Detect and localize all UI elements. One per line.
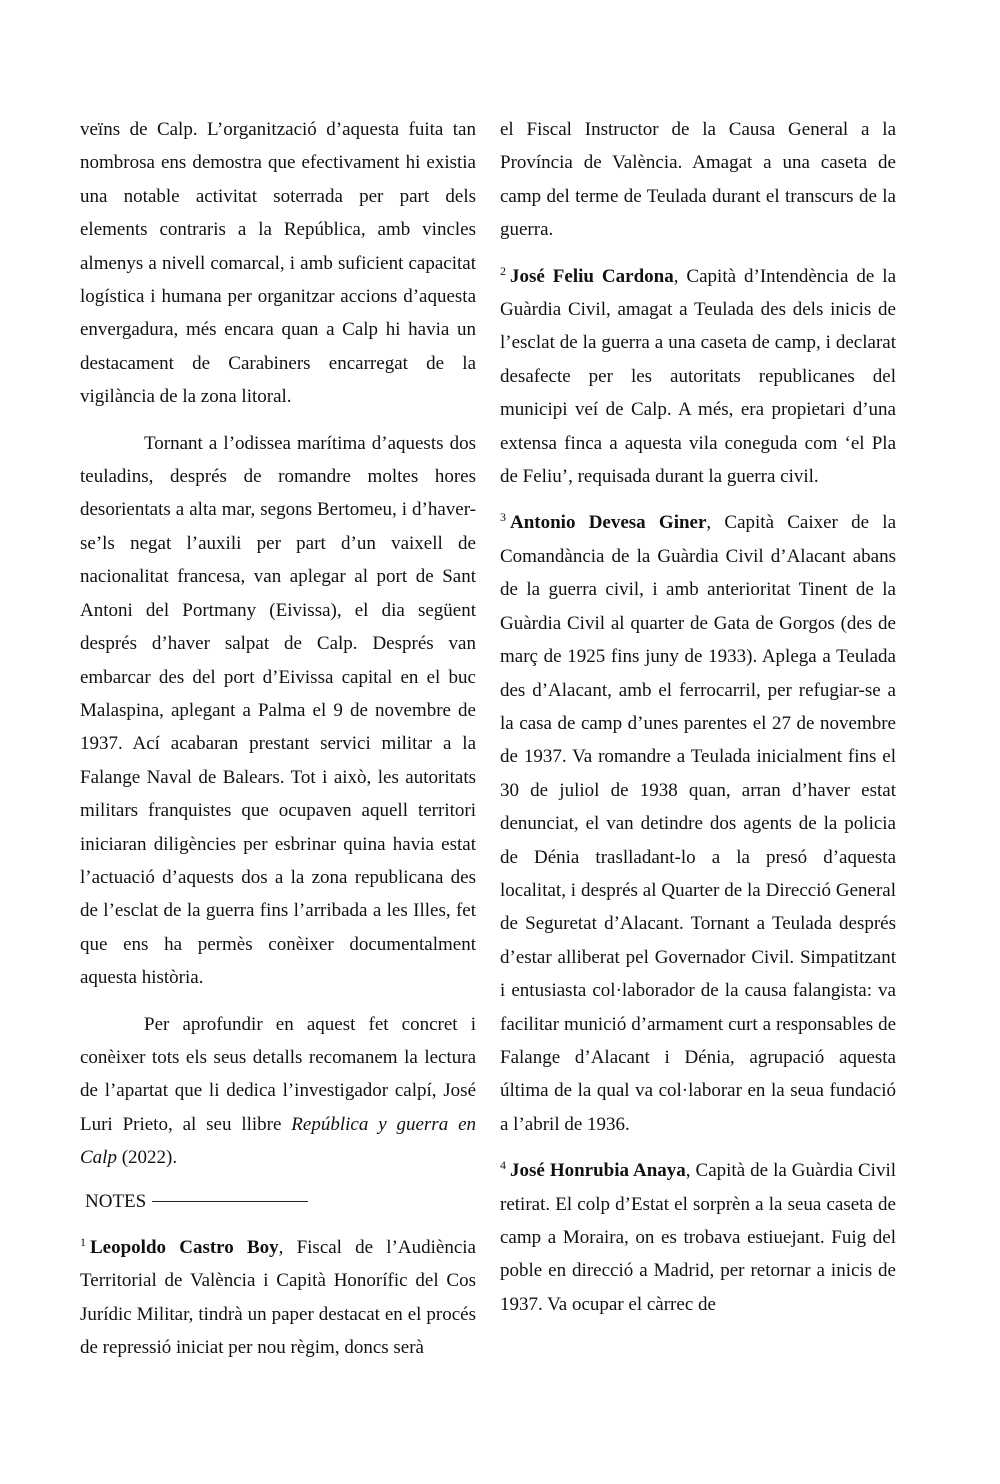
footnote-text: , Capità de la Guàrdia Civil retirat. El colp d’Estat el sorprèn a la seua caseta de camp a Moraira, on es trobava estiuejant. Fuig del poble en direcció a Madrid, per retornar a inicis de 1937. Va ocupar el càrrec de [500,1160,896,1315]
footnote-number: 3 [500,510,506,525]
footnote-1 [80,1231,476,1365]
footnote-name: Leopoldo Castro Boy [90,1237,279,1258]
paragraph-continued: veïns de Calp. L’organització d’aquesta fuita tan nombrosa ens demostra que efectivament hi existia una notable activitat soterrada per part dels elements contraris a la República, amb vincles almenys a nivell comarcal, i amb suficient capacitat logística i humana per organitzar accions d’aquesta envergadura, més encara quan a Calp hi havia un destacament de Carabiners encarregat de la vigilància de la zona litoral. [80,119,476,408]
footnote-1-continued: el Fiscal Instructor de la Causa General a la Província de València. Amagat a una caseta de camp del terme de Teulada durant el transcurs de la guerra. [500,119,896,241]
recommendation-end: (2022). [116,1147,178,1169]
footnote-number: 4 [500,1158,506,1173]
right-column [500,113,896,1321]
footnote-name: José Honrubia Anaya [510,1160,686,1182]
footnote-text: , Fiscal de l’Audiència Territorial de València i Capità Honorífic del Cos Jurídic Militar, tindrà un paper destacat en el procés de repressió iniciat per nou règim, doncs serà [80,1237,476,1359]
footnote-name: Antonio Devesa Giner [510,512,707,534]
notes-label: NOTES [85,1190,147,1212]
notes-rule [152,1201,308,1202]
notes-heading [80,1185,476,1218]
left-column [80,113,476,1365]
book-title: República y guerra en Calp [80,1113,476,1169]
footnote-text: , Capità Caixer de la Comandància de la Guàrdia Civil d’Alacant abans de la guerra civil, i amb anterioritat Tinent de la Guàrdia Civil al quarter de Gata de Gorgos (des de març de 1925 fins juny de 1933). Aplega a Teulada des d’Alacant, amb el ferrocarril, per refugiar-se a la casa de camp d’unes parentes el 27 de novembre de 1937. Va romandre a Teulada inicialment fins el 30 de juliol de 1938 quan, arran d’haver estat denunciat, el van detindre dos agents de la policia de Dénia traslladant-lo a la presó d’aquesta localitat, i després al Quarter de la Direcció General de Seguretat d’Alacant. Tornant a Teulada després d’estar alliberat pel Governador Civil. Simpatitzant i entusiasta col·laborador de la causa falangista: va facilitar munició d’armament curt a responsables de Falange d’Alacant i Dénia, agrupació aquesta última de la qual va col·laborar en la seua fundació a l’abril de 1936. [500,512,897,1135]
footnote-2 [500,260,896,494]
footnote-number: 2 [500,263,506,278]
paragraph-odyssey: Tornant a l’odissea marítima d’aquests dos teuladins, després de romandre moltes hores desorientats a alta mar, segons Bertomeu, i d’haver-se’ls negat l’auxili per part d’un vaixell de nacionalitat francesa, van aplegar al port de Sant Antoni del Portmany (Eivissa), el dia següent després d’haver salpat de Calp. Després van embarcar des del port d’Eivissa capital en el buc Malaspina, aplegant a Palma el 9 de novembre de 1937. Ací acabaran prestant servici militar a la Falange Naval de Balears. Tot i això, les autoritats militars franquistes que ocupaven aquell territori iniciaran diligències per esbrinar quina havia estat l’actuació d’aquests dos a la zona republicana des de l’esclat de la guerra fins l’arribada a les Illes, fet que ens ha permès conèixer documentalment aquesta història. [80,432,476,989]
footnote-name: José Feliu Cardona [510,265,674,287]
footnote-3 [500,506,896,1141]
recommendation-text: Per aprofundir en aquest fet concret i conèixer tots els seus detalls recomanem la lectura de l’apartat que li dedica l’investigador calpí, José Luri Prieto, al seu llibre [80,1013,476,1135]
paragraph-reading-recommendation [80,1008,476,1175]
footnote-text: , Capità d’Intendència de la Guàrdia Civil, amagat a Teulada des dels inicis de l’esclat de la guerra a una caseta de camp, i declarat desafecte per les autoritats republicanes del municipi veí de Calp. A més, era propietari d’una extensa finca a aquesta vila coneguda com ‘el Pla de Feliu’, requisada durant la guerra civil. [500,265,897,488]
footnote-number: 1 [80,1235,86,1249]
footnote-4 [500,1154,896,1321]
